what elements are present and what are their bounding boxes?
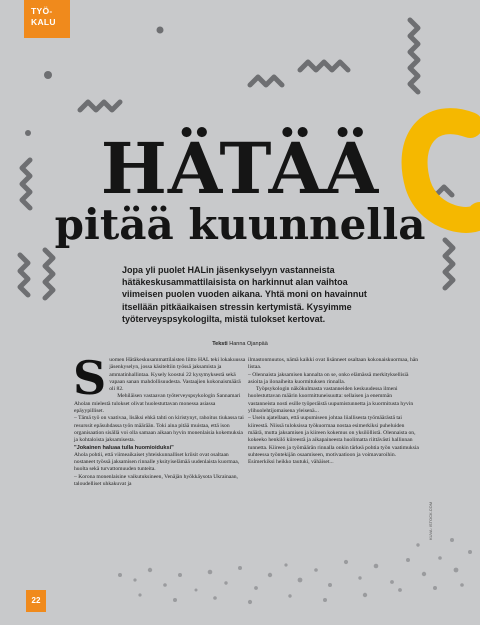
drop-cap: S [73, 351, 107, 405]
section-tag [24, 0, 70, 38]
section-tag-line1: TYÖ- [31, 6, 53, 16]
article-column-2 [248, 357, 420, 466]
paragraph: – Olennaista jaksamisen kannalta on se, onko elämässä merkityksellisiä asioita ja ilonaiheita kuormituksen rinnalla. [248, 371, 409, 385]
subheading: "Jokainen haluaa tulla huomioiduksi" [74, 444, 174, 451]
byline-label: Teksti [212, 341, 228, 347]
paragraph: – Tämä työ on vaativaa, lisäksi ehkä tahti on kiristynyt, rahoitus tiukassa tai resurssit epäsuhdassa työn määrään. Toki aina pitää muistaa, että ison organisaation sisällä voi olla samaan aikaan hyvin monenlaisia kokemuksia ja kohtaloista jaksamisesta. [74, 415, 244, 444]
article-column-1 [73, 351, 246, 488]
paragraph: – Korona monenlaisine vaikutuksineen, Venäjän hyökkäysota Ukrainaan, taloudelliset uhkakuvat ja [74, 473, 238, 488]
paragraph: Työpsykologin näkökulmasta vastanneiden keskuudessa ilmeni huolestuttavan määrin kuormittuneisuutta: sellaisen ja enemmän vastanneista nosti esille työperäistä uupumistunnetta ja kuormitusta hyvin ylihuolehtijomaisena yleisenä... [248, 386, 414, 415]
article-title: HÄTÄÄ [100, 127, 380, 210]
photo-credit: KUVA: ISTOCK.COM [428, 501, 433, 540]
section-tag-line2: KALU [31, 17, 56, 27]
article-lead: Jopa yli puolet HALin jäsenkyselyyn vastanneista hätäkeskusammattilaisista on harkinnut alan vaihtoa viimeisen puolen vuoden aikana. Yhtä moni on havainnut itsellään pitkäaikaisen stressin kertymistä. Kysyimme työterveyspsykologilta, mistä tulokset kertovat. [122, 265, 367, 324]
page-number: 22 [26, 590, 46, 612]
paragraph: – Usein ajatellaan, että uupumiseen johtaa liiallisesta työmäärästä tai kiireestä. Niissä tuloksissa työkuormaa nostaa esimerkiksi puheluiden määrä, mutta jaksamisen ja kiireen kokemus on yksilöllistä. Olennaista on, kokeeko henkilö kiireestä ja aikapaineesta huolimatta riittävästi hallinnan tunnetta. Kiireen ja työmäärän rinnalla onkin tärkeä pohtia työn vaatimuksia suhteessa työntekijän osaamiseen, motivaatioon ja voimavaroihin. Esimerkiksi heikko tautuki, vähäiset... [248, 415, 419, 466]
paragraph: Mehiläisen vastaavan työterveyspsykologin Sannamari Aholan mielestä tulokset olivat huolestuttavan monessa asiassa epäyypilliset. [74, 393, 241, 415]
byline [0, 341, 480, 348]
paragraph: ilmastonmuutos, nämä kaikki ovat lisänneet osaltaan kokonaiskuormaa, hän listaa. [248, 357, 419, 371]
byline-author: Hanna Ojanpää [229, 341, 268, 347]
paragraph: Ahola pohtii, että viimeaikaiset yhteiskunnalliset kriisit ovat osaltaan nostaneet työssä jaksamisen rinnalle yksityiselämää uudenlaista kuormaa, huolta sekä turvattomuuden tunteita. [74, 451, 240, 473]
paragraph: uomen Hätäkeskusammattilaisten liitto HAL teki lokakuussa jäsenkyselyn, jossa käsiteltiin työssä jaksamista ja ammatinhallintaa. Kysely koostui 22 kysymyksestä sekä vapaan sanan mahdollisuudesta. Vastaajien kokonaismäärä oli 82. [109, 357, 246, 393]
article-subtitle: pitää kuunnella [54, 200, 426, 249]
